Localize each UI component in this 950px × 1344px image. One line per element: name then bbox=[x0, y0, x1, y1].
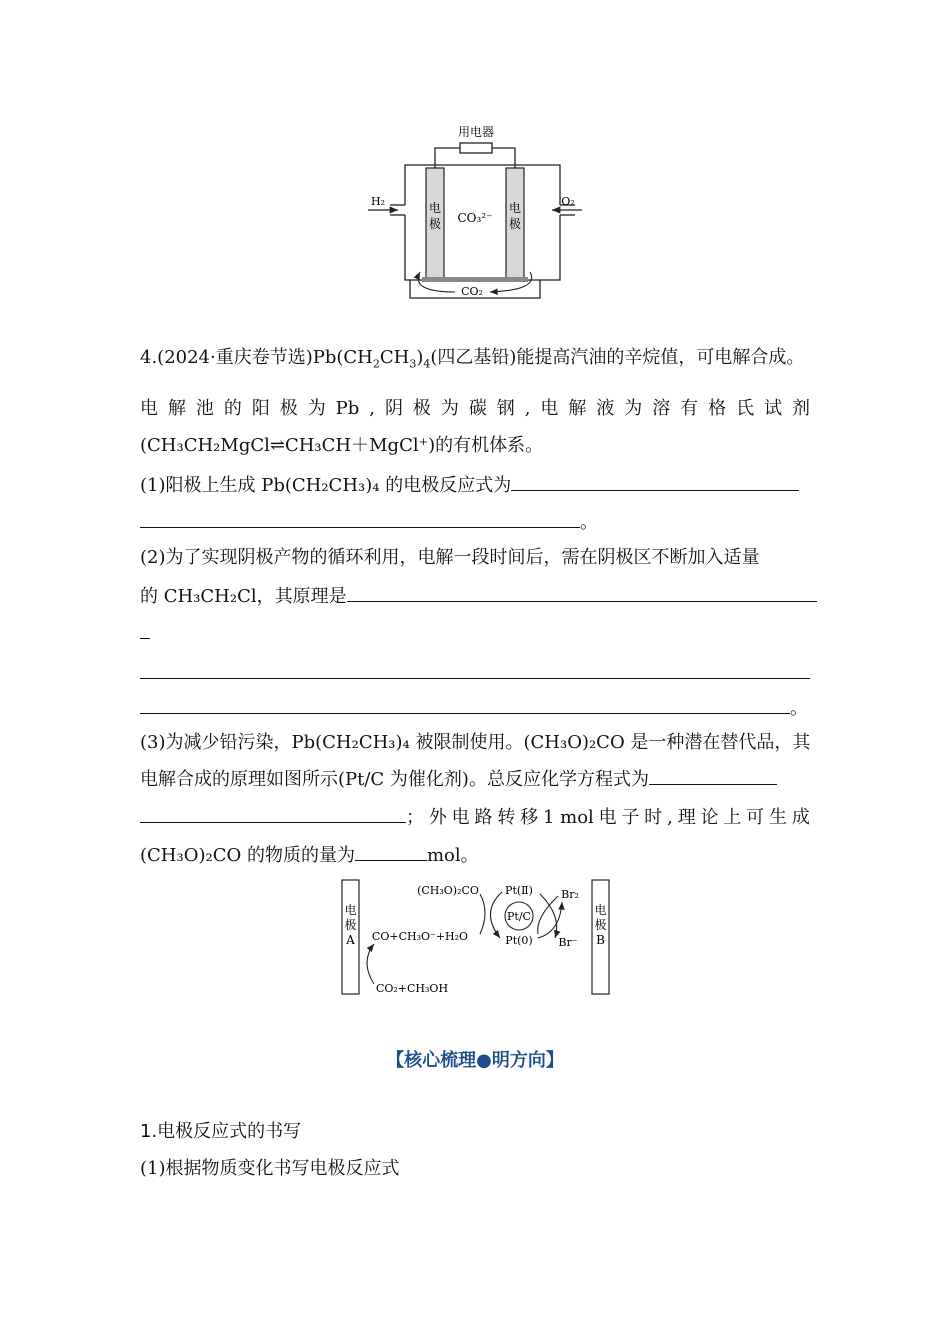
electrode-right-label-1: 电 bbox=[508, 201, 522, 215]
q3-line3-word: 电 bbox=[451, 807, 470, 828]
q4-p1-word: 池 bbox=[195, 398, 214, 419]
electrode-b-label-3: B bbox=[596, 933, 605, 947]
electrode-left-label-2: 极 bbox=[428, 217, 442, 231]
q4-paragraph-line2: (CH₃CH₂MgCl⇌CH₃CH＋MgCl⁺)的有机体系。 bbox=[140, 435, 544, 456]
q4-p1-word: Pb bbox=[335, 398, 360, 419]
q3-label: 电解合成的原理如图所示(Pt/C 为催化剂)。总反应化学方程式为 bbox=[140, 769, 649, 790]
q4-p1-word: 电 bbox=[140, 398, 158, 419]
q4-p1-word: 为 bbox=[624, 398, 643, 419]
q2-line2 bbox=[140, 583, 817, 609]
q4-p1-word: 解 bbox=[167, 398, 186, 419]
fuel-cell-diagram bbox=[360, 120, 590, 305]
q4-p1-word: 有 bbox=[680, 398, 699, 419]
q4-p1-word: , bbox=[524, 398, 531, 419]
section-subtitle: (1)根据物质变化书写电极反应式 bbox=[140, 1158, 400, 1179]
q3-line3-word: 外 bbox=[428, 807, 447, 828]
q3-line4-suffix: mol。 bbox=[426, 845, 479, 866]
q2-line1: (2)为了实现阴极产物的循环利用，电解一段时间后，需在阴极区不断加入适量 bbox=[140, 547, 760, 568]
pt0-label: Pt(0) bbox=[505, 934, 533, 947]
q4-p1-word: 钢 bbox=[496, 398, 515, 419]
electrode-b-label-2: 极 bbox=[594, 918, 607, 932]
q3-line3-word: 电 bbox=[598, 807, 617, 828]
q2-answer-blank-4[interactable] bbox=[140, 695, 790, 714]
q2-answer-blank-2[interactable] bbox=[140, 620, 150, 639]
electrosynthesis-diagram bbox=[330, 872, 630, 1002]
q1-end: 。 bbox=[580, 512, 598, 533]
q4-p1-word: 阳 bbox=[251, 398, 270, 419]
products-label: CO₂+CH₃OH bbox=[375, 982, 449, 995]
dmc-label: (CH₃O)₂CO bbox=[417, 884, 479, 897]
br2-label: Br₂ bbox=[561, 888, 579, 901]
electrode-a-label-2: 极 bbox=[344, 918, 357, 932]
q4-p1-word: 液 bbox=[596, 398, 615, 419]
q3-line3-word: 路 bbox=[474, 807, 493, 828]
q4-p1-word: 溶 bbox=[652, 398, 671, 419]
q4-intro-prefix: 4.(2024·重庆卷节选)Pb(CH bbox=[140, 347, 373, 368]
q2-answer-blank-3[interactable] bbox=[140, 660, 810, 679]
q4-p1-word: 极 bbox=[412, 398, 431, 419]
co2-label: CO₂ bbox=[461, 285, 483, 298]
q4-p1-word: 为 bbox=[307, 398, 326, 419]
q1-answer-blank-2[interactable] bbox=[140, 509, 580, 528]
q3-line1: (3)为减少铅污染，Pb(CH₂CH₃)₄ 被限制使用。(CH₃O)₂CO 是一种潜在替代品，其 bbox=[140, 732, 811, 753]
q3-line3-word: 1 mol bbox=[542, 807, 594, 828]
q2-label: 的 CH₃CH₂Cl，其原理是 bbox=[140, 586, 347, 607]
section-title: 1.电极反应式的书写 bbox=[140, 1121, 302, 1142]
q4-p1-word: 试 bbox=[764, 398, 783, 419]
q3-line4 bbox=[140, 842, 479, 868]
q4-intro-mid2: ) bbox=[416, 347, 424, 368]
q4-p1-word: 碳 bbox=[468, 398, 487, 419]
q4-p1-word: 剂 bbox=[791, 398, 810, 419]
ptc-label: Pt/C bbox=[507, 910, 531, 923]
q4-p1-word: 氏 bbox=[736, 398, 755, 419]
q3-line3-word: ； bbox=[406, 807, 424, 828]
q4-paragraph-line1 bbox=[140, 397, 810, 421]
q3-line3 bbox=[140, 804, 810, 830]
q4-p1-word: 阴 bbox=[384, 398, 403, 419]
q3-equation-blank[interactable] bbox=[649, 766, 777, 785]
section-heading: 【核心梳理●明方向】 bbox=[386, 1050, 564, 1071]
q4-p1-word: 的 bbox=[223, 398, 242, 419]
electrode-left-label-1: 电 bbox=[428, 201, 442, 215]
q3-line3-word: 生 bbox=[769, 807, 787, 828]
q3-line3-word: 移 bbox=[520, 807, 539, 828]
q2-line3 bbox=[140, 620, 150, 646]
load-label: 用电器 bbox=[457, 125, 495, 139]
q4-intro-mid1: CH bbox=[379, 347, 410, 368]
q3-line3-word: , bbox=[667, 807, 673, 828]
q3-line3-word: 论 bbox=[700, 807, 719, 828]
electrode-right-label-2: 极 bbox=[508, 217, 522, 231]
q1-answer-blank[interactable] bbox=[511, 472, 799, 491]
q3-line3-word: 子 bbox=[621, 807, 640, 828]
electrode-b-label-1: 电 bbox=[594, 903, 607, 917]
q4-p1-word: 解 bbox=[568, 398, 587, 419]
electrode-a-label-1: 电 bbox=[344, 903, 357, 917]
q4-p1-word: 格 bbox=[708, 398, 727, 419]
o2-label: O₂ bbox=[561, 195, 575, 208]
q3-line3-word: 理 bbox=[677, 807, 696, 828]
q3-mol-blank[interactable] bbox=[355, 842, 427, 861]
brm-label: Br⁻ bbox=[558, 936, 578, 949]
q1-continuation bbox=[140, 509, 598, 535]
q3-line3-word: 时 bbox=[644, 807, 663, 828]
q1-prompt bbox=[140, 472, 799, 498]
q4-p1-word: 电 bbox=[540, 398, 559, 419]
q4-p1-word: 极 bbox=[279, 398, 298, 419]
q2-answer-blank[interactable] bbox=[347, 583, 817, 602]
q3-line2 bbox=[140, 766, 777, 792]
q3-line3-word: 成 bbox=[791, 807, 810, 828]
q3-line3-word: 可 bbox=[746, 807, 765, 828]
q2-line4 bbox=[140, 660, 810, 686]
q3-line3-word: 转 bbox=[497, 807, 516, 828]
pt2-label: Pt(Ⅱ) bbox=[505, 884, 533, 897]
reactants-label: CO+CH₃O⁻+H₂O bbox=[371, 930, 469, 943]
h2-label: H₂ bbox=[370, 195, 386, 208]
q4-intro: 4.(2024·重庆卷节选)$Pb(CH_2CH_3)_4$(四乙基铅)能提高汽油的辛烷值，可电解合成。 bbox=[140, 347, 805, 371]
q4-intro-suffix: (四乙基铅)能提高汽油的辛烷值，可电解合成。 bbox=[430, 347, 805, 368]
electrolyte-label: CO₃²⁻ bbox=[457, 211, 493, 225]
q2-line5 bbox=[140, 695, 808, 721]
electrode-a-label-3: A bbox=[346, 933, 355, 947]
q4-p1-word: , bbox=[369, 398, 375, 419]
q4-p1-word: 为 bbox=[440, 398, 459, 419]
q1-label: (1)阳极上生成 Pb(CH₂CH₃)₄ 的电极反应式为 bbox=[140, 475, 512, 496]
q3-line4-prefix: (CH₃O)₂CO 的物质的量为 bbox=[140, 845, 355, 866]
q3-line3-word: 上 bbox=[723, 807, 742, 828]
q2-end: 。 bbox=[790, 698, 808, 719]
q3-equation-blank-2[interactable] bbox=[140, 804, 406, 823]
